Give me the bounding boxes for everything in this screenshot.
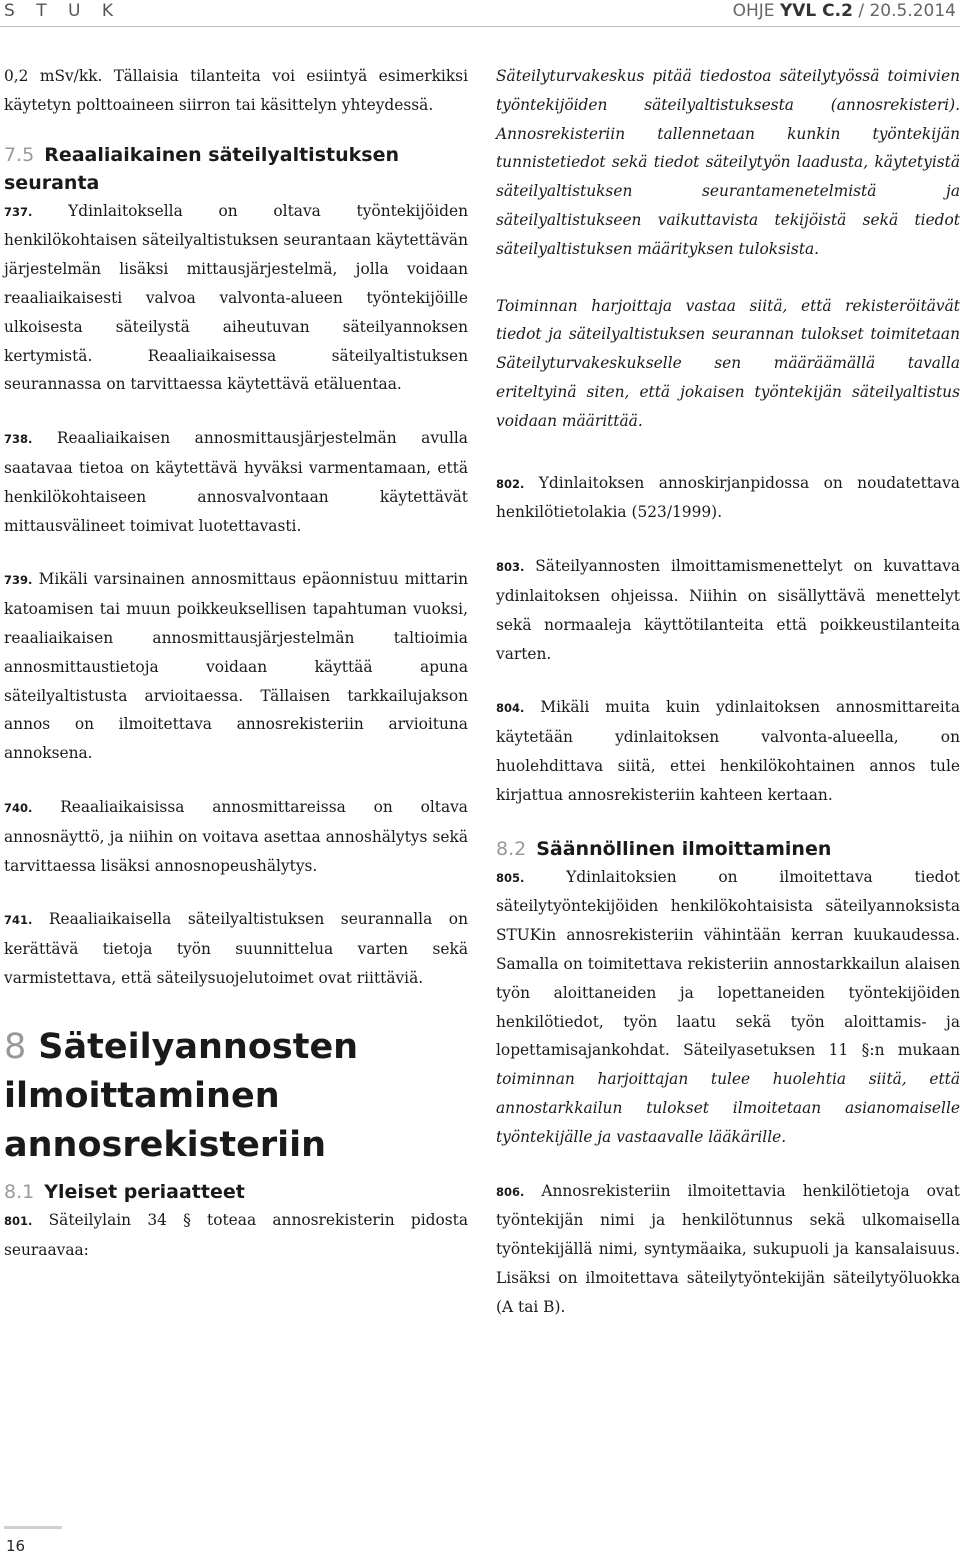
law-quote-paragraph-2: Toiminnan harjoittaja vastaa siitä, että rekisteröitävät tiedot ja säteilyaltistuksen seurannan tulokset toimitetaan Säteilyturvakeskukselle sen määräämällä tavalla eriteltyinä siten, että jokaisen työntekijän säteilyaltistus voidaan määrittää. (496, 296, 960, 430)
paragraph-number: 801. (4, 1213, 33, 1228)
right-column (496, 62, 960, 1321)
doc-code: YVL C.2 (779, 1, 853, 21)
paragraph-741 (4, 905, 468, 992)
page-number: 16 (6, 1537, 26, 1555)
paragraph-804 (496, 693, 960, 809)
paragraph-text: Ydinlaitoksen annoskirjanpidossa on noudatettava henkilötietolakia (523/1999). (496, 473, 960, 522)
paragraph-number: 738. (4, 432, 33, 447)
document-id (733, 1, 956, 21)
law-quote-paragraph-1: Säteilyturvakeskus pitää tiedostoa säteilytyössä toimivien työntekijöiden säteilyaltistuksesta (annosrekisteri). Annosrekisteriin tallennetaan kunkin työntekijän tunnistetiedot sekä tiedot säteilytyön laadusta, käytetyistä säteilyaltistuksen seurantamenetelmistä ja säteilyaltistukseen vaikuttavista tekijöistä sekä tiedot säteilyaltistuksen määrityksen tuloksista. (496, 67, 960, 258)
paragraph-803 (496, 552, 960, 668)
paragraph-number: 805. (496, 870, 525, 885)
paragraph-number: 737. (4, 204, 33, 219)
paragraph-text: Säteilyannosten ilmoittamismenettelyt on kuvattava ydinlaitoksen ohjeissa. Niihin on sisällyttävä menettelyt sekä normaaleja käyttötilanteita että poikkeustilanteita varten. (496, 557, 960, 663)
paragraph-number: 804. (496, 701, 525, 716)
paragraph-text: Ydinlaitoksien on ilmoitettava tiedot säteilytyöntekijöiden henkilökohtaisista säteilyannoksista STUKin annosrekisteriin vähintään kerran kuukaudessa. Samalla on toimitettava rekisteriin annostarkkailun alaisen työn aloittaneiden ja lopettaneiden työntekijöiden henkilötiedot, työn laatu sekä työn aloittamis- ja lopettamisajankohdat. Säteilyasetuksen 11 §:n mukaan (496, 867, 960, 1060)
chapter-number: 8 (4, 1026, 27, 1067)
paragraph-805 (496, 863, 960, 1152)
paragraph-number: 740. (4, 800, 33, 815)
paragraph-number: 802. (496, 476, 525, 491)
intro-paragraph: 0,2 mSv/kk. Tällaisia tilanteita voi esiintyä esimerkiksi käytetyn polttoaineen siirron tai käsittelyn yhteydessä. (4, 67, 468, 114)
section-8-2-heading (496, 835, 960, 863)
paragraph-number: 739. (4, 573, 33, 588)
paragraph-text: Säteilylain 34 § toteaa annosrekisterin pidosta seuraavaa: (4, 1210, 468, 1259)
section-title: Yleiset periaatteet (44, 1180, 245, 1203)
section-number: 8.1 (4, 1180, 35, 1203)
header-rule (0, 26, 960, 27)
section-title: Reaaliaikainen säteilyaltistuksen seuranta (4, 143, 399, 194)
paragraph-text: Annosrekisteriin ilmoitettavia henkilötietoja ovat työntekijän nimi ja henkilötunnus sekä ulkomaisella työntekijällä nimi, syntymäaika, sukupuoli ja kansalaisuus. Lisäksi on ilmoitettava säteilytyöntekijän säteilytyöluokka (A tai B). (496, 1181, 960, 1316)
paragraph-text: Mikäli muita kuin ydinlaitoksen annosmittareita käytetään ydinlaitoksen valvonta-alueella, on huolehdittava siitä, ettei henkilökohtainen annos tule kirjattua annosrekisteriin kahteen kertaan. (496, 698, 960, 804)
paragraph-number: 803. (496, 560, 525, 575)
paragraph-740 (4, 793, 468, 880)
paragraph-738 (4, 424, 468, 540)
paragraph-number: 741. (4, 913, 33, 928)
paragraph-text: Mikäli varsinainen annosmittaus epäonnistuu mittarin katoamisen tai muun poikkeuksellisen tapahtuman vuoksi, reaaliaikaisen annosmittausjärjestelmän taltioimia annosmittaustietoja voidaan käyttää apuna säteilyaltistusta arvioitaessa. Tällaisen tarkkailujakson annos on ilmoitettava annosrekisteriin arvioituna annoksena. (4, 570, 468, 763)
footer-rule (4, 1526, 62, 1529)
chapter-8-heading (4, 1023, 468, 1170)
doc-date: / 20.5.2014 (852, 1, 956, 21)
section-number: 8.2 (496, 837, 527, 860)
doc-type: OHJE (732, 1, 780, 21)
paragraph-text: Reaaliaikaisissa annosmittareissa on oltava annosnäyttö, ja niihin on voitava asettaa annoshälytys sekä tarvittaessa lisäksi annosnopeushälytys. (4, 797, 468, 875)
paragraph-text: Reaaliaikaisen annosmittausjärjestelmän avulla saatavaa tietoa on käytettävä hyväksi varmentamaan, että henkilökohtaiseen annosvalvontaan käytettävät mittausvälineet toimivat luotettavasti. (4, 429, 468, 535)
paragraph-801 (4, 1206, 468, 1265)
paragraph-text: Ydinlaitoksella on oltava työntekijöiden henkilökohtaisen säteilyaltistuksen seurantaan käytettävän järjestelmän lisäksi mittausjärjestelmä, jolla voidaan reaaliaikaisesti valvoa valvonta-alueen työntekijöille ulkoisesta säteilystä aiheutuvan säteilyannoksen kertymistä. Reaaliaikaisessa säteilyaltistuksen seurannassa on tarvittaessa käytettävä etäluentaa. (4, 201, 468, 394)
section-7-5-heading (4, 141, 468, 197)
section-8-1-heading (4, 1178, 468, 1206)
publisher-name: S T U K (4, 1, 121, 21)
section-title: Säännöllinen ilmoittaminen (536, 837, 832, 860)
paragraph-text: Reaaliaikaisella säteilyaltistuksen seurannalla on kerättävä tietoja työn suunnittelua varten sekä varmistettava, että säteilysuojelutoimet ovat riittäviä. (4, 910, 468, 987)
chapter-title: Säteilyannosten ilmoittaminen annosrekisteriin (4, 1026, 359, 1165)
paragraph-739 (4, 565, 468, 768)
paragraph-802 (496, 469, 960, 528)
paragraph-italic-text: toiminnan harjoittajan tulee huolehtia siitä, että annostarkkailun tulokset ilmoitetaan asianomaiselle työntekijälle ja vastaavalle lääkärille. (496, 1070, 960, 1146)
page-header (0, 0, 960, 24)
left-column (4, 62, 468, 1264)
paragraph-number: 806. (496, 1184, 525, 1199)
section-number: 7.5 (4, 143, 35, 166)
paragraph-737 (4, 197, 468, 400)
paragraph-806 (496, 1177, 960, 1322)
